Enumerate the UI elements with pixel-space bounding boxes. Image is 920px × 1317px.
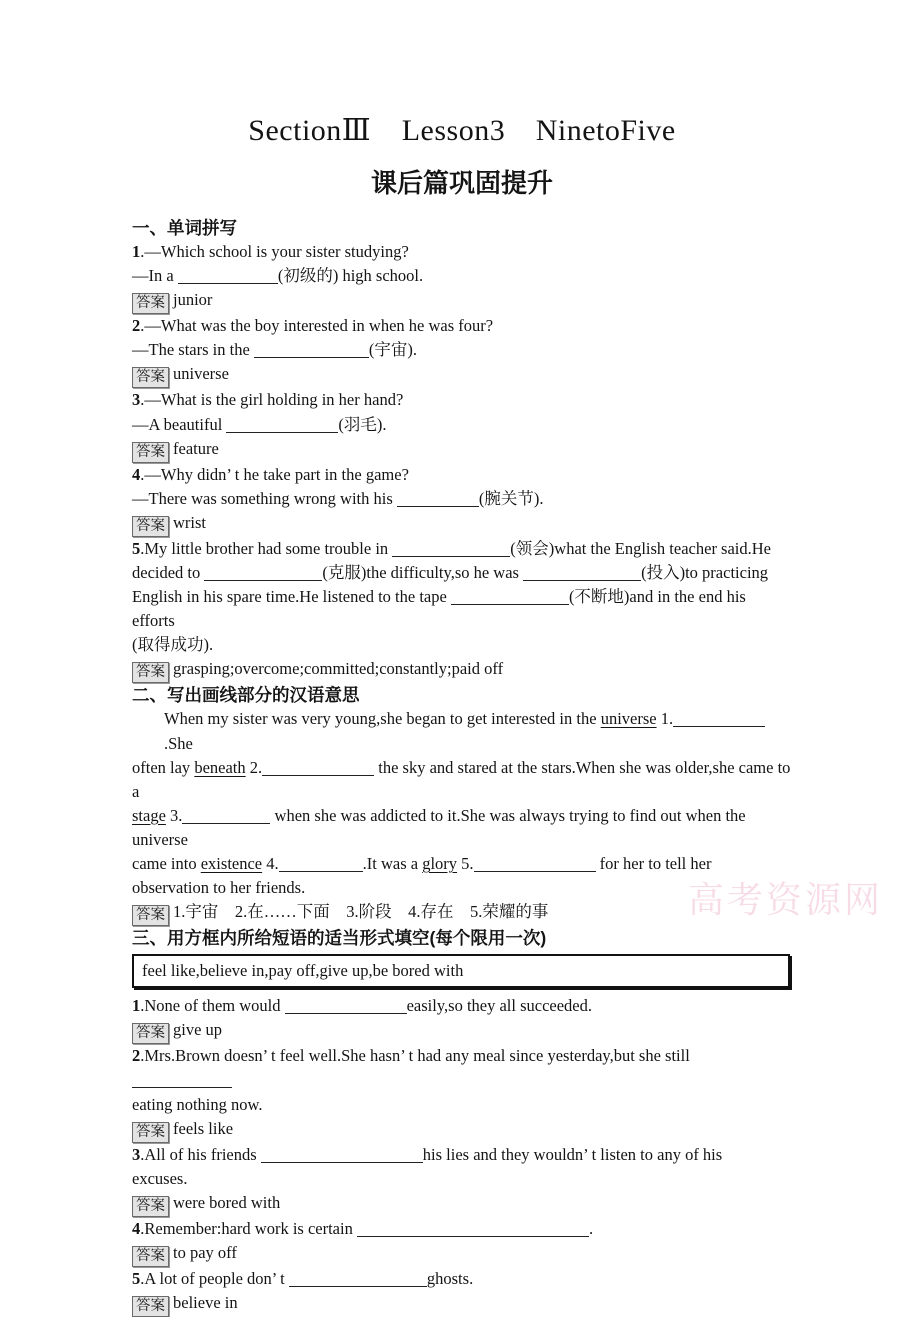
question-number: 4 [132,1218,141,1238]
page-subtitle: 课后篇巩固提升 [370,168,553,198]
answer-badge: 答案 [132,905,169,926]
text-run: .Remember:hard work is certain [140,1218,357,1238]
sections-container [132,216,792,1317]
text-run: (宇宙). [368,340,418,360]
text-line [132,463,792,487]
answer-line [132,362,792,388]
section-heading: 三、用方框内所给短语的适当形式填空(每个限用一次) [132,928,547,949]
text-run: (不断地)and in the end his efforts [132,587,746,631]
text-run: 4. [262,853,279,873]
text-line [132,633,792,657]
text-run: .None of them would [140,996,285,1016]
answer-line [132,1291,792,1317]
underlined-word: stage [132,805,166,825]
text-run: when she was addicted to it.She was always trying to find out when the universe [132,805,746,849]
question-number: 4 [132,464,141,484]
text-run: When my sister was very young,she began to get interested in the [164,709,601,729]
fill-blank [279,858,363,872]
text-line [132,413,792,437]
section-heading: 一、单词拼写 [132,218,237,238]
text-run: —There was something wrong with his [132,488,397,508]
section [132,926,792,1317]
question-number: 1 [132,996,141,1016]
answer-line [132,437,792,463]
text-run: . [588,1218,594,1238]
text-run: .My little brother had some trouble in [140,538,393,558]
underlined-word: existence [200,853,263,873]
section-heading: 二、写出画线部分的汉语意思 [132,685,360,706]
text-line [132,994,792,1018]
answer-line [132,1018,792,1044]
answer-badge: 答案 [132,1196,169,1217]
text-line [132,756,792,804]
underlined-word: universe [600,709,657,729]
fill-blank [285,1000,407,1014]
answer-text: universe [173,364,229,384]
question-number: 1 [132,242,141,262]
text-run: often lay [132,757,195,777]
fill-blank [289,1273,427,1287]
text-run: (取得成功). [132,635,214,655]
fill-blank [357,1223,589,1237]
text-run: .—Which school is your sister studying? [140,242,409,262]
text-run: eating nothing now. [132,1094,263,1114]
text-run: (羽毛). [338,414,387,434]
text-run: .She [164,733,193,753]
phrase-box-text: feel like,believe in,pay off,give up,be bored with [142,961,464,981]
question-number: 3 [132,390,141,410]
underlined-word: glory [422,853,458,873]
text-line [132,1093,792,1117]
answer-text: wrist [173,512,206,532]
answer-line [132,511,792,537]
answer-text: feels like [173,1118,234,1138]
answer-badge: 答案 [132,367,169,388]
text-line [132,388,792,412]
text-line [132,338,792,362]
fill-blank [182,810,270,824]
underlined-word: beneath [194,757,246,777]
text-line [132,314,792,338]
fill-blank [132,1074,232,1088]
text-line [132,876,792,900]
text-run: .—What is the girl holding in her hand? [140,390,404,410]
text-line [132,1143,792,1167]
section [132,216,792,683]
text-run: .—What was the boy interested in when he was four? [140,316,494,336]
text-line [132,1267,792,1291]
watermark: 高考资源网 [688,879,884,920]
text-line [132,1167,792,1191]
text-line [132,852,792,876]
text-line [132,264,792,288]
text-run: 5. [457,853,474,873]
text-run: 3. [165,805,183,825]
text-run: the sky and stared at the stars.When she was older,she came to a [132,757,791,801]
text-line [132,707,792,755]
answer-badge: 答案 [132,1296,169,1317]
answer-badge: 答案 [132,516,169,537]
phrase-box [132,954,790,988]
answer-text: give up [173,1020,223,1040]
text-run: 2. [245,757,263,777]
fill-blank [451,591,569,605]
answer-text: 1.宇宙 2.在……下面 3.阶段 4.存在 5.荣耀的事 [173,902,549,922]
fill-blank [254,344,369,358]
answer-badge: 答案 [132,1122,169,1143]
text-run: English in his spare time.He listened to the tape [132,587,451,607]
question-number: 5 [132,538,141,558]
fill-blank [523,567,641,581]
answer-text: feature [173,438,219,458]
text-run: (克服)the difficulty,so he was [322,562,524,582]
text-run: easily,so they all succeeded. [406,996,593,1016]
answer-badge: 答案 [132,293,169,314]
text-run: .—Why didn’ t he take part in the game? [140,464,409,484]
text-run: his lies and they wouldn’ t listen to any of his [422,1144,723,1164]
text-run: (领会)what the English teacher said.He [510,538,772,558]
text-line [132,804,792,852]
fill-blank [673,713,765,727]
text-run: —The stars in the [132,340,254,360]
answer-badge: 答案 [132,1246,169,1267]
fill-blank [261,1149,423,1163]
text-run: ghosts. [426,1268,474,1288]
section [132,683,792,926]
text-line [132,585,792,633]
text-run: for her to tell her [595,853,712,873]
text-run: came into [132,853,201,873]
text-run: .It was a [362,853,423,873]
text-line [132,487,792,511]
text-run: (腕关节). [478,488,544,508]
text-line [132,1217,792,1241]
fill-blank [397,493,479,507]
question-number: 2 [132,316,141,336]
text-run: excuses. [132,1168,188,1188]
answer-line [132,288,792,314]
text-run: observation to her friends. [132,878,306,898]
page-title: SectionⅢ Lesson3 NinetoFive [248,114,676,147]
text-run: (投入)to practicing [641,562,769,582]
fill-blank [474,858,596,872]
text-run: .A lot of people don’ t [140,1268,289,1288]
answer-line [132,657,792,683]
text-run: .Mrs.Brown doesn’ t feel well.She hasn’ t had any meal since yesterday,but she still [140,1046,690,1066]
text-line [132,561,792,585]
answer-line [132,1117,792,1143]
fill-blank [392,543,510,557]
question-number: 3 [132,1144,141,1164]
text-run: decided to [132,562,205,582]
text-run: (初级的) high school. [277,266,424,286]
answer-line [132,900,792,926]
answer-badge: 答案 [132,442,169,463]
question-number: 2 [132,1046,141,1066]
text-run: 1. [656,709,674,729]
text-line [132,1044,792,1092]
text-run: .All of his friends [140,1144,261,1164]
fill-blank [262,762,374,776]
fill-blank [204,567,322,581]
fill-blank [226,419,338,433]
text-line [132,240,792,264]
answer-badge: 答案 [132,1023,169,1044]
fill-blank [178,270,278,284]
text-line [132,537,792,561]
answer-text: grasping;overcome;committed;constantly;paid off [173,659,504,679]
answer-text: junior [173,290,213,310]
answer-line [132,1191,792,1217]
answer-text: to pay off [173,1242,237,1262]
answer-text: were bored with [173,1192,281,1212]
text-run: —In a [132,266,178,286]
answer-line [132,1241,792,1267]
text-run: —A beautiful [132,414,227,434]
question-number: 5 [132,1268,141,1288]
answer-badge: 答案 [132,662,169,683]
answer-text: believe in [173,1293,238,1312]
